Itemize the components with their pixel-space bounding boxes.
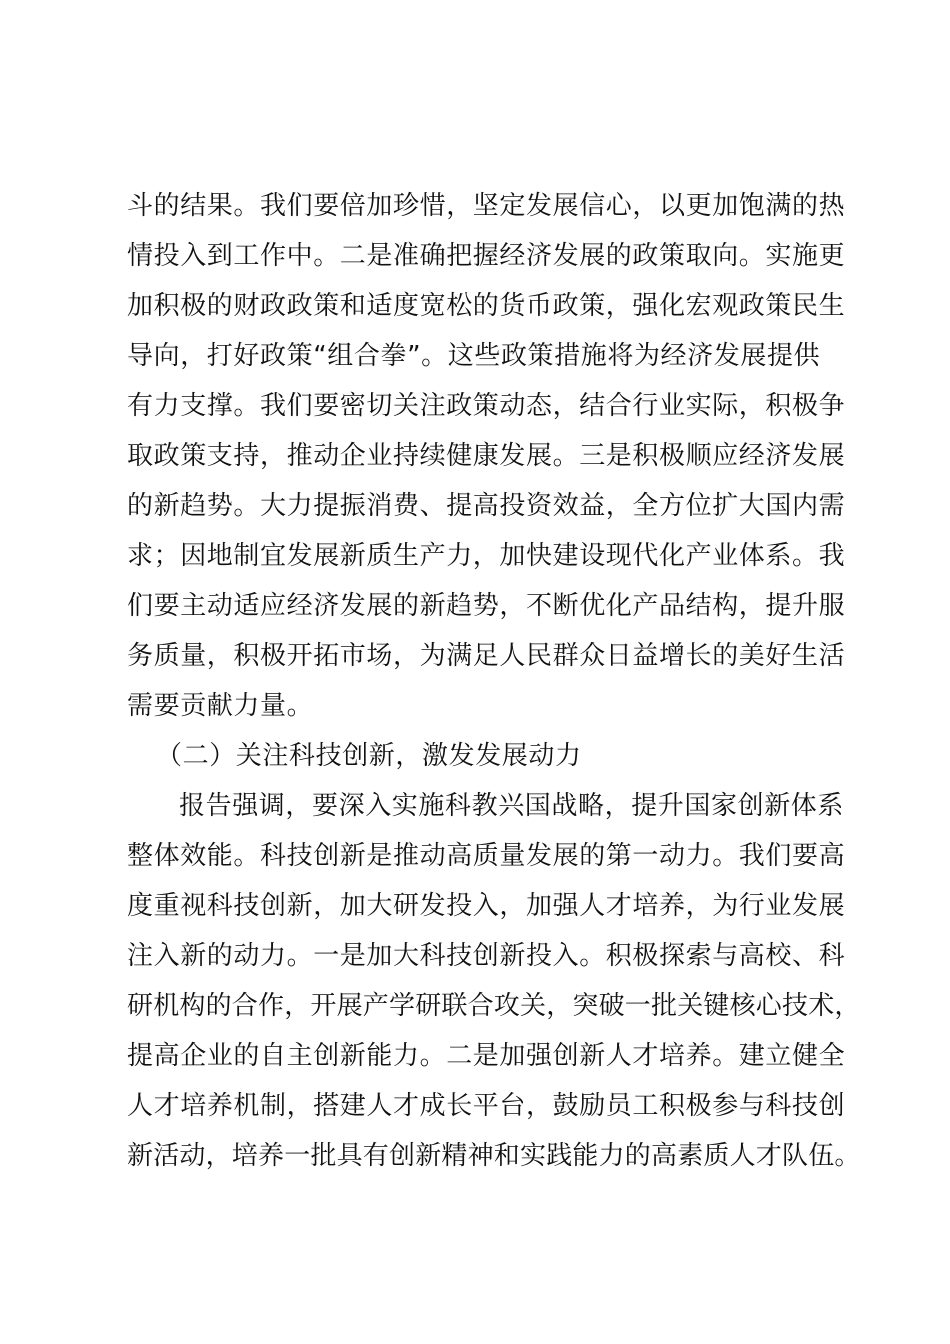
paragraph-line: 导向，打好政策“组合拳”。这些政策措施将为经济发展提供 <box>127 341 821 371</box>
paragraph-first-line: 报告强调，要深入实施科教兴国战略，提升国家创新体系 <box>179 791 845 821</box>
paragraph-line: 注入新的动力。一是加大科技创新投入。积极探索与高校、科 <box>127 941 846 971</box>
paragraph-line: 提高企业的自主创新能力。二是加强创新人才培养。建立健全 <box>127 1041 846 1071</box>
paragraph-line: 人才培养机制，搭建人才成长平台，鼓励员工积极参与科技创 <box>127 1091 846 1121</box>
paragraph-line: 加积极的财政政策和适度宽松的货币政策，强化宏观政策民生 <box>127 291 846 321</box>
paragraph-line: 们要主动适应经济发展的新趋势，不断优化产品结构，提升服 <box>127 591 846 621</box>
paragraph-line: 取政策支持，推动企业持续健康发展。三是积极顺应经济发展 <box>127 441 846 471</box>
section-heading: （二）关注科技创新，激发发展动力 <box>156 741 582 771</box>
paragraph-line: 需要贡献力量。 <box>127 691 314 721</box>
paragraph-line: 斗的结果。我们要倍加珍惜，坚定发展信心，以更加饱满的热 <box>127 191 846 221</box>
paragraph-line: 整体效能。科技创新是推动高质量发展的第一动力。我们要高 <box>127 841 846 871</box>
paragraph-line: 新活动，培养一批具有创新精神和实践能力的高素质人才队伍。 <box>127 1141 861 1171</box>
paragraph-line: 情投入到工作中。二是准确把握经济发展的政策取向。实施更 <box>127 241 846 271</box>
paragraph-line: 务质量，积极开拓市场，为满足人民群众日益增长的美好生活 <box>127 641 846 671</box>
paragraph-line: 求；因地制宜发展新质生产力，加快建设现代化产业体系。我 <box>127 541 846 571</box>
paragraph-line: 研机构的合作，开展产学研联合攻关，突破一批关键核心技术， <box>127 991 861 1021</box>
paragraph-line: 有力支撑。我们要密切关注政策动态，结合行业实际，积极争 <box>127 391 846 421</box>
paragraph-line: 的新趋势。大力提振消费、提高投资效益，全方位扩大国内需 <box>127 491 846 521</box>
paragraph-line: 度重视科技创新，加大研发投入，加强人才培养，为行业发展 <box>127 891 846 921</box>
